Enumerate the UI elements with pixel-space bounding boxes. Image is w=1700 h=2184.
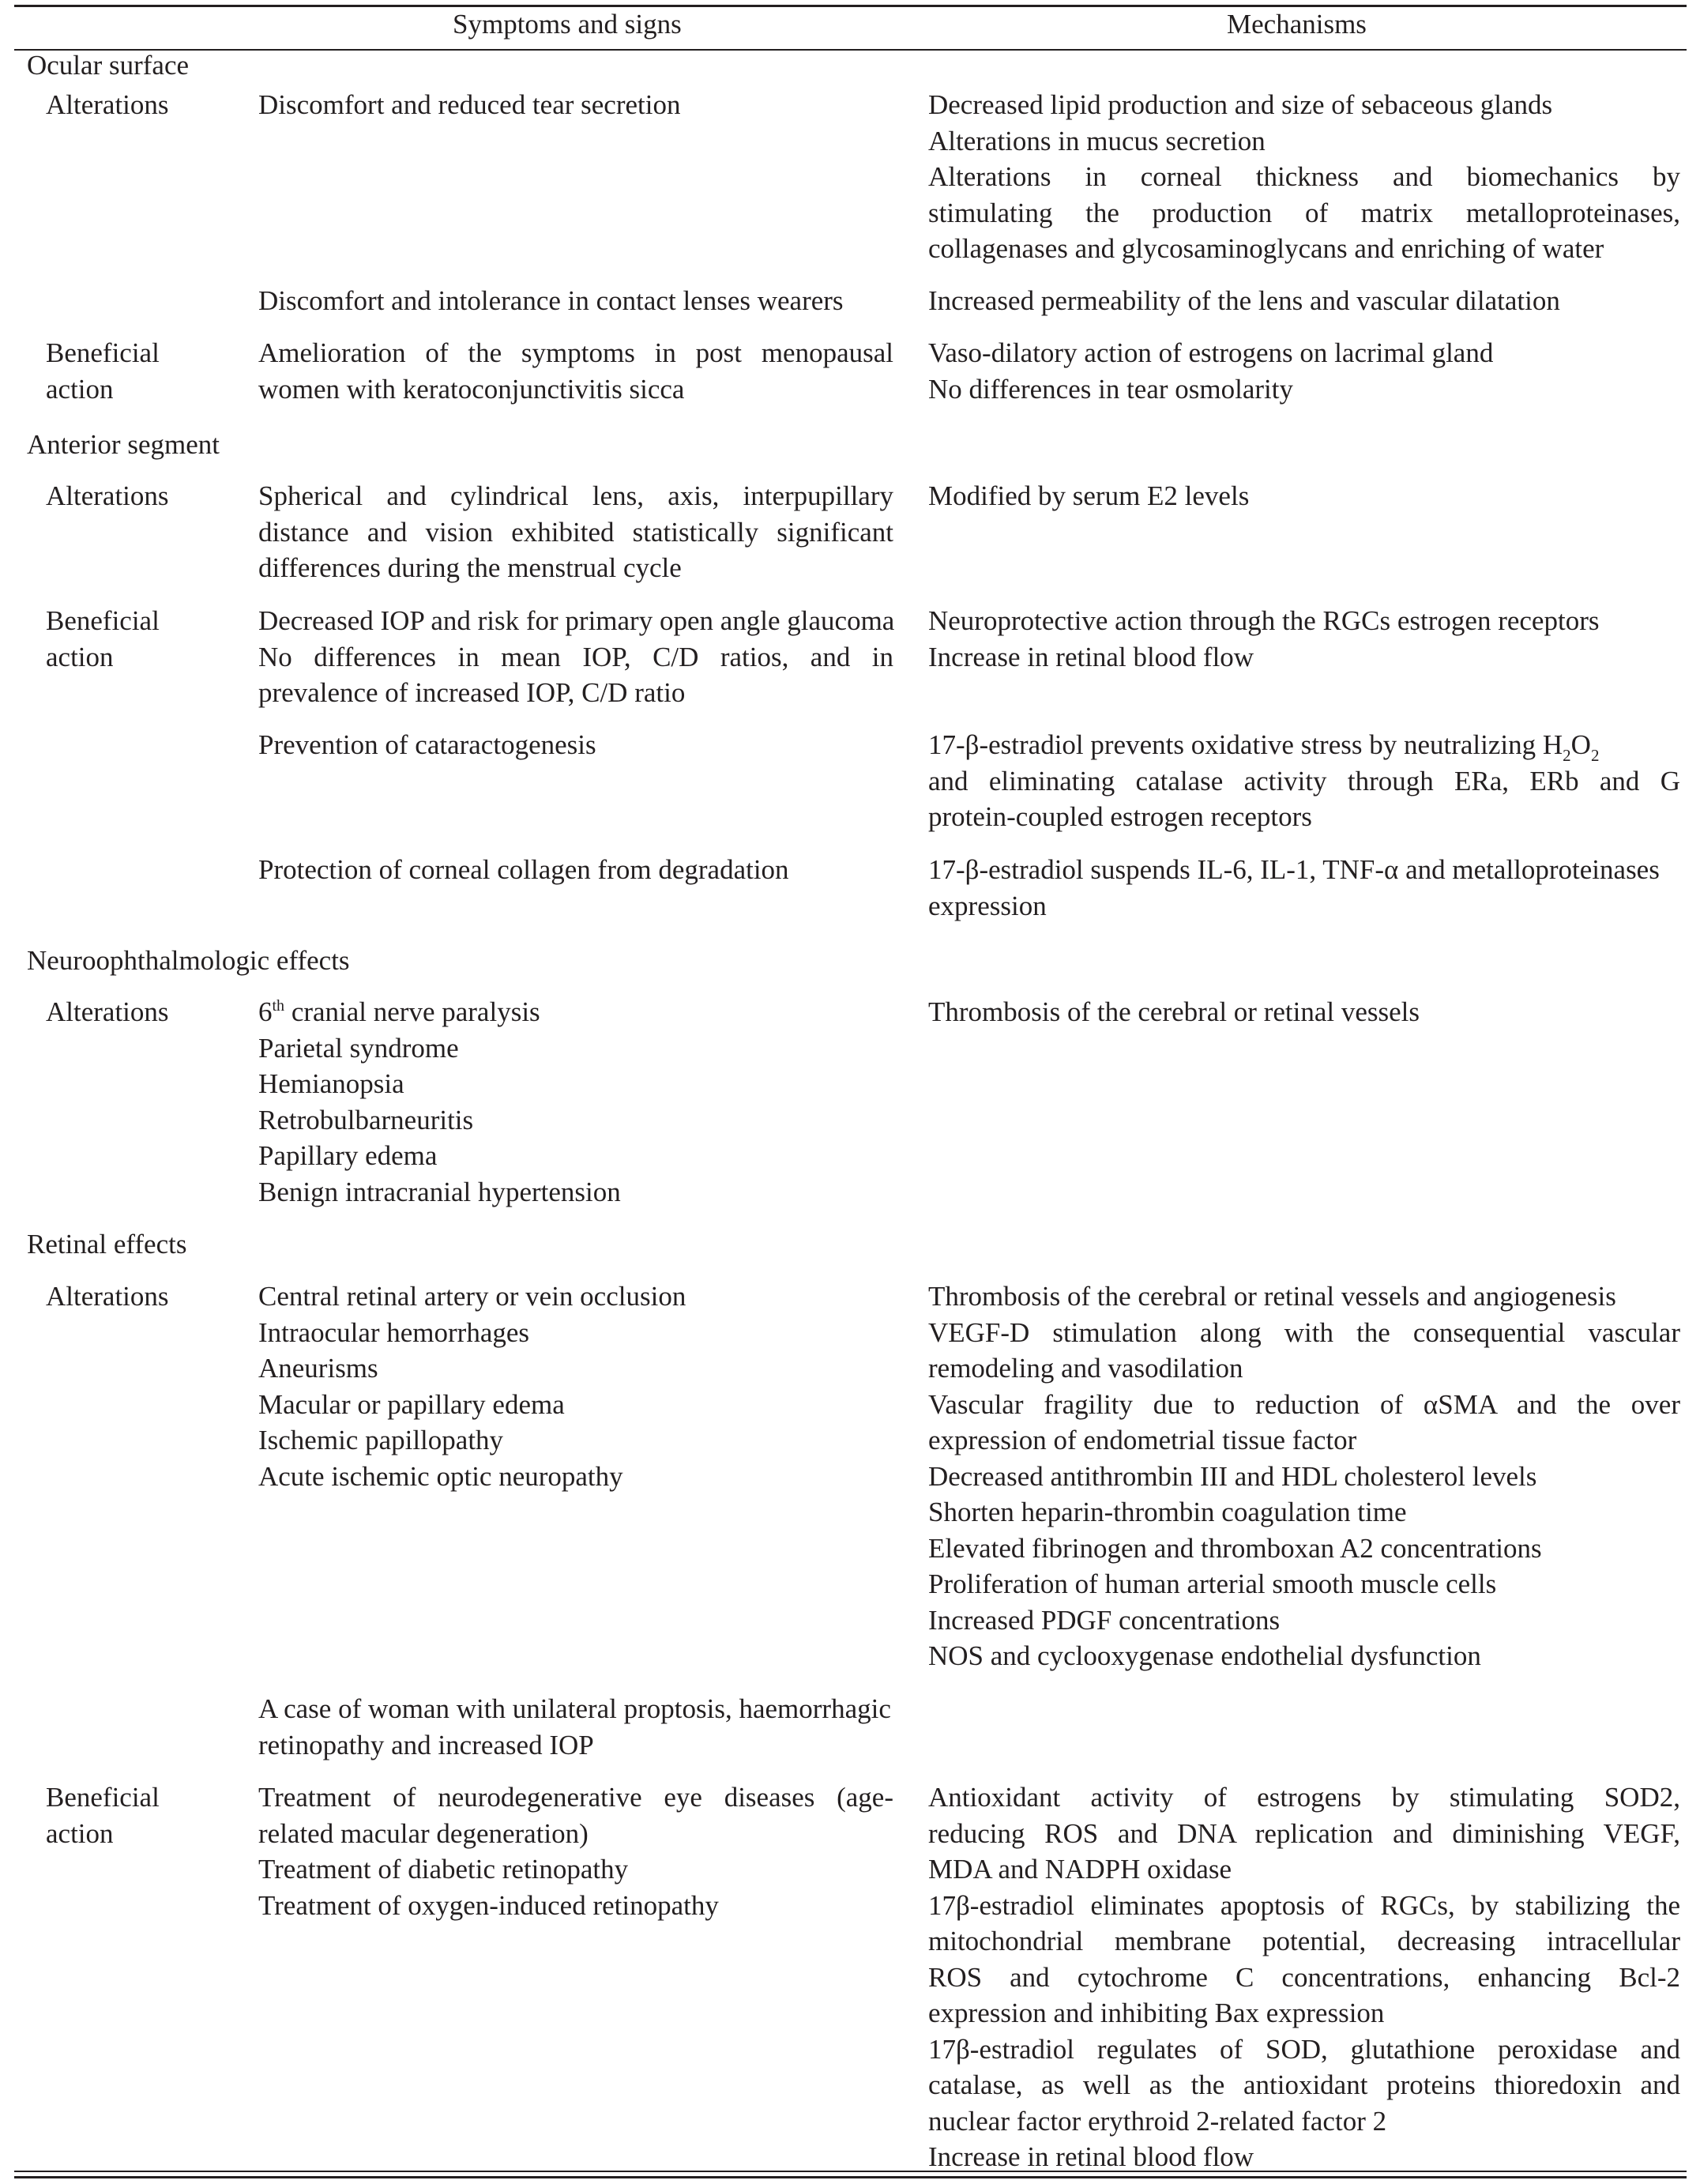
ocular-r1-symptom: Discomfort and reduced tear secretion [258, 89, 681, 120]
mech-line: Vaso-dilatory action of estrogens on lacrimal gland [928, 337, 1494, 368]
anterior-r4-mechanisms [928, 852, 1660, 924]
label-line: Beneficial [46, 337, 160, 368]
anterior-beneficial-label [46, 603, 160, 675]
ocular-alterations-label: Alterations [46, 89, 169, 120]
superscript: th [272, 997, 285, 1015]
mech-line [928, 727, 1680, 763]
ocular-r1-mechanisms [928, 87, 1680, 267]
symptom-line: Papillary edema [258, 1140, 438, 1171]
mech-line: Antioxidant activity of estrogens by stimulating SOD2, [928, 1782, 1680, 1813]
mech-line: Elevated fibrinogen and thromboxan A2 concentrations [928, 1532, 1542, 1564]
mech-line: VEGF-D stimulation along with the consequential vascular [928, 1316, 1680, 1348]
mech-line: NOS and cyclooxygenase endothelial dysfunction [928, 1640, 1481, 1671]
anterior-r1-symptom [258, 478, 893, 586]
ocular-r3-symptom [258, 335, 893, 407]
anterior-r4-symptom: Protection of corneal collagen from degradation [258, 854, 789, 885]
mech-h2o2-text: 17-β-estradiol prevents oxidative stress by neutralizing H [928, 729, 1563, 760]
symptom-line: A case of woman with unilateral proptosis, haemorrhagic [258, 1693, 891, 1724]
header-rule [14, 49, 1687, 51]
retinal-beneficial-label [46, 1779, 160, 1851]
symptom-line: Intraocular hemorrhages [258, 1316, 530, 1348]
mech-line: Vascular fragility due to reduction of αSMA and the over [928, 1388, 1680, 1420]
symptom-line: distance and vision exhibited statistically significant [258, 516, 893, 548]
symptom-line: related macular degeneration) [258, 1817, 589, 1849]
symptom-line: Ischemic papillopathy [258, 1425, 504, 1455]
mech-line: 17β-estradiol eliminates apoptosis of RGCs, by stabilizing the [928, 1889, 1680, 1921]
mech-line: Thrombosis of the cerebral or retinal vessels and angiogenesis [928, 1281, 1616, 1312]
cranial-nerve-number: 6 [258, 996, 273, 1027]
section-anterior-segment: Anterior segment [27, 429, 220, 460]
symptom-line: Hemianopsia [258, 1068, 404, 1099]
anterior-alterations-label: Alterations [46, 480, 169, 511]
mech-line: catalase, as well as the antioxidant proteins thioredoxin and [928, 2069, 1680, 2100]
ocular-r2-mechanism: Increased permeability of the lens and vascular dilatation [928, 285, 1560, 316]
anterior-r2-symptom [258, 603, 893, 711]
mech-line: stimulating the production of matrix metalloproteinases, [928, 197, 1680, 228]
symptom-line: Central retinal artery or vein occlusion [258, 1281, 686, 1312]
symptom-line: Treatment of oxygen-induced retinopathy [258, 1889, 719, 1921]
symptom-line: Treatment of neurodegenerative eye diseases (age- [258, 1782, 893, 1813]
symptom-line: Retrobulbarneuritis [258, 1104, 474, 1135]
symptom-line [258, 994, 621, 1030]
cranial-nerve-text: cranial nerve paralysis [284, 996, 540, 1027]
mech-line: nuclear factor erythroid 2-related factor 2 [928, 2105, 1387, 2137]
section-ocular-surface: Ocular surface [27, 50, 190, 81]
retinal-alterations-label: Alterations [46, 1281, 169, 1312]
bottom-rule-2 [14, 2176, 1687, 2178]
mech-line: expression [928, 890, 1047, 921]
mech-line: mitochondrial membrane potential, decreasing intracellular [928, 1926, 1680, 1956]
symptom-line: Treatment of diabetic retinopathy [258, 1854, 629, 1885]
mech-line: 17-β-estradiol suspends IL-6, IL-1, TNF-α and metalloproteinases [928, 854, 1660, 885]
symptom-line: Macular or papillary edema [258, 1388, 565, 1420]
anterior-r3-symptom: Prevention of cataractogenesis [258, 729, 596, 760]
mech-line: Decreased antithrombin III and HDL cholesterol levels [928, 1460, 1537, 1492]
label-line: Beneficial [46, 1782, 160, 1813]
retinal-r2-symptom [258, 1691, 891, 1763]
symptom-line: Amelioration of the symptoms in post menopausal [258, 337, 893, 368]
symptom-line: Parietal syndrome [258, 1032, 459, 1064]
symptom-line: Benign intracranial hypertension [258, 1176, 621, 1207]
symptom-line: Decreased IOP and risk for primary open angle glaucoma [258, 605, 895, 636]
section-neuroophthalmologic: Neuroophthalmologic effects [27, 945, 350, 976]
symptom-line: retinopathy and increased IOP [258, 1729, 594, 1760]
mech-line: Shorten heparin-thrombin coagulation time [928, 1497, 1407, 1527]
symptom-line: Spherical and cylindrical lens, axis, interpupillary [258, 480, 893, 511]
symptom-line: Aneurisms [258, 1353, 378, 1384]
mech-line: and eliminating catalase activity through ERa, ERb and G [928, 765, 1680, 796]
header-symptoms: Symptoms and signs [453, 9, 682, 40]
label-line: action [46, 1817, 114, 1849]
mech-h2o2-o: O [1570, 729, 1591, 760]
symptom-line: differences during the menstrual cycle [258, 552, 682, 583]
header-mechanisms: Mechanisms [1227, 9, 1367, 40]
mech-line: ROS and cytochrome C concentrations, enhancing Bcl-2 [928, 1961, 1680, 1993]
mech-line: No differences in tear osmolarity [928, 373, 1293, 405]
symptom-line: Acute ischemic optic neuropathy [258, 1460, 623, 1492]
mech-line: Alterations in mucus secretion [928, 125, 1266, 156]
mech-line: collagenases and glycosaminoglycans and enriching of water [928, 233, 1604, 264]
symptom-line: prevalence of increased IOP, C/D ratio [258, 677, 686, 708]
mech-line: Decreased lipid production and size of sebaceous glands [928, 89, 1553, 120]
retinal-r1-symptoms [258, 1278, 686, 1494]
mech-line: 17β-estradiol regulates of SOD, glutathione peroxidase and [928, 2033, 1680, 2065]
subscript: 2 [1590, 746, 1600, 765]
symptom-line: women with keratoconjunctivitis sicca [258, 373, 685, 405]
mech-line: Increased PDGF concentrations [928, 1604, 1281, 1636]
retinal-r3-mechanisms [928, 1779, 1680, 2175]
mech-line: protein-coupled estrogen receptors [928, 801, 1312, 832]
mech-line: expression and inhibiting Bax expression [928, 1998, 1385, 2028]
retinal-r3-symptoms [258, 1779, 893, 1923]
label-line: Beneficial [46, 605, 160, 636]
anterior-r3-mechanisms [928, 727, 1680, 835]
neuro-alterations-label: Alterations [46, 996, 169, 1027]
neuro-mechanism: Thrombosis of the cerebral or retinal vessels [928, 996, 1420, 1027]
symptom-line: No differences in mean IOP, C/D ratios, and in [258, 641, 893, 672]
retinal-r1-mechanisms [928, 1278, 1680, 1674]
ocular-r2-symptom: Discomfort and intolerance in contact lenses wearers [258, 285, 844, 316]
mech-line: MDA and NADPH oxidase [928, 1854, 1232, 1885]
label-line: action [46, 373, 114, 405]
mech-line: Proliferation of human arterial smooth muscle cells [928, 1568, 1497, 1599]
ocular-r3-mechanisms [928, 335, 1493, 407]
anterior-r2-mechanisms [928, 603, 1599, 675]
mech-line: Neuroprotective action through the RGCs estrogen receptors [928, 605, 1600, 636]
mech-line: Alterations in corneal thickness and biomechanics by [928, 161, 1680, 192]
mech-line: Increase in retinal blood flow [928, 641, 1254, 672]
mech-line: remodeling and vasodilation [928, 1353, 1243, 1384]
mech-line: Increase in retinal blood flow [928, 2141, 1254, 2172]
mech-line: expression of endometrial tissue factor [928, 1425, 1357, 1455]
label-line: action [46, 641, 114, 672]
top-rule [14, 5, 1687, 7]
section-retinal-effects: Retinal effects [27, 1229, 187, 1260]
ocular-beneficial-label [46, 335, 160, 407]
subscript: 2 [1563, 746, 1571, 765]
anterior-r1-mechanism: Modified by serum E2 levels [928, 480, 1250, 511]
neuro-symptoms [258, 994, 621, 1210]
mech-line: reducing ROS and DNA replication and diminishing VEGF, [928, 1817, 1680, 1849]
